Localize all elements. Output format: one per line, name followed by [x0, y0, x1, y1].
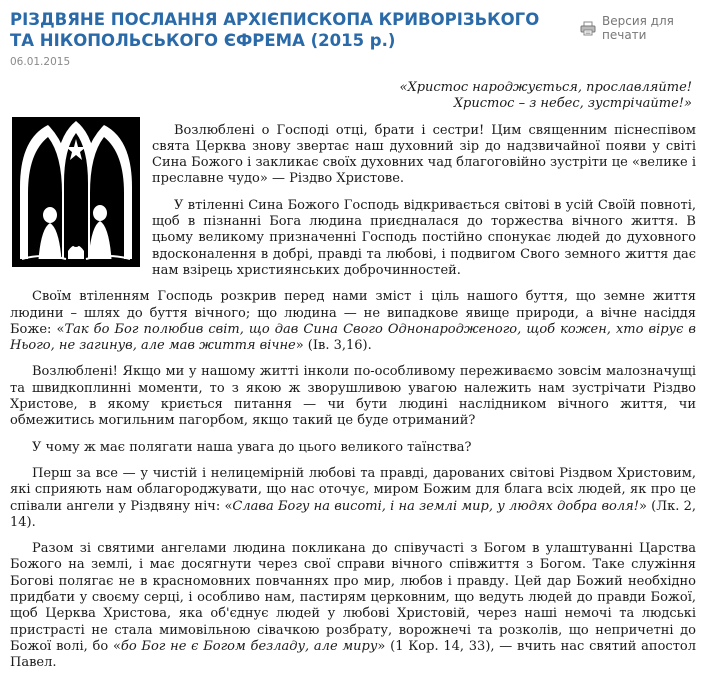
paragraph-4: Возлюблені! Якщо ми у нашому житті інколи по-особливому переживаємо зовсім малозначущі та швидкоплинні моменти, то з якою ж зворушливою увагою належить нам зустрічати Різдво Христове, в якому криється питання — чи бути людині наслідником вічного життя, чи обмежитись могильним пагорбом, якщо такий це буде отриманий? — [10, 364, 696, 429]
printer-icon — [580, 21, 596, 36]
epigraph-line-1: «Христос народжується, прославляйте! — [399, 80, 692, 95]
paragraph-3-text-a: Своїм втіленням Господь розкрив перед нами зміст і ціль нашого буття, що земне життя людини – шлях до буття вічного; що людина — не випадкове явище природи, а вічне насіддя Боже: « — [10, 289, 696, 337]
paragraph-7-text-a: Разом зі святими ангелами людина покликана до співучасті з Богом в улаштуванні Царства Божого на землі, і має досягнути через свої справи вічного співжиття з Богом. Таке служіння Богові полягає не в красномовних повчаннях про мир, любов і правду. Цей дар Божий необхідно придбати у своєму серці, і особливо нам, пастирям церковним, що ведуть людей до правди Божої, щоб Церква Христова, яка об'єднує людей у любові Христовій, через наші немочі та людські пристрасті не стала мимовільною сівачкою розбрату, ворожнечі та розколів, що непричетні до Божої волі, бо « — [10, 541, 696, 654]
print-version-link[interactable] — [580, 14, 715, 42]
publish-date: 06.01.2015 — [10, 56, 71, 68]
epigraph-line-2: Христос – з небес, зустрічайте!» — [453, 96, 692, 112]
paragraph-1: Возлюблені о Господі отці, брати і сестри! Цим священним піснеспівом свята Церква знову звертає наш духовний зір до надзвичайної появи у світі Сина Божого і закликає своїх духовних чад благоговійно зустріти це «велике і преславне чудо» — Різдво Христове. — [152, 122, 696, 187]
paragraph-3 — [10, 289, 696, 354]
paragraph-2: У втіленні Сина Божого Господь відкривається світові в усій Своїй повноті, щоб в пізнанні Бога людина приєдналася до торжества вічного життя. В цьому великому призначенні Господь постійно спонукає людей до духовного вдосконалення в добрі, правді та любові, і подвигом Свого земного життя дає нам взірець християнських доброчинностей. — [152, 197, 696, 278]
paragraph-6-text-b: » (Лк. 2, 14). — [10, 498, 696, 530]
page-title: РІЗДВЯНЕ ПОСЛАННЯ АРХІЄПИСКОПА КРИВОРІЗЬКОГО ТА НІКОПОЛЬСЬКОГО ЄФРЕМА (2015 р.) — [10, 10, 540, 50]
paragraph-6-text-a: Перш за все — у чистій і нелицемірній любові та правді, дарованих світові Різдвом Христовим, які сприяють нам облагороджувати, що нас оточує, миром Божим для блага всіх людей, як про це співали ангели у Різдвяну ніч: « — [10, 465, 696, 514]
paragraph-3-quote: Так бо Бог полюбив світ, що дав Сина Свого Однонародженого, щоб кожен, хто вірує в Нього, не загинув, але мав життя вічне — [10, 321, 697, 354]
epigraph — [10, 80, 696, 113]
paragraph-7-quote: бо Бог не є Богом безладу, але миру — [120, 638, 378, 654]
paragraph-6-quote: Слава Богу на висоті, і на землі мир, у людях добра воля! — [232, 498, 639, 514]
nativity-icon — [12, 117, 140, 267]
article-body — [10, 80, 696, 682]
print-version-label[interactable]: Версия для печати — [602, 14, 674, 42]
paragraph-5: У чому ж має полягати наша увага до цього великого таїнства? — [32, 439, 472, 455]
paragraph-7 — [10, 541, 696, 671]
paragraph-7-text-b: » (1 Кор. 14, 33), — вчить нас святий апостол Павел. — [10, 638, 696, 671]
paragraph-3-text-b: » (Ів. 3,16). — [295, 338, 372, 354]
paragraph-6 — [10, 466, 696, 531]
